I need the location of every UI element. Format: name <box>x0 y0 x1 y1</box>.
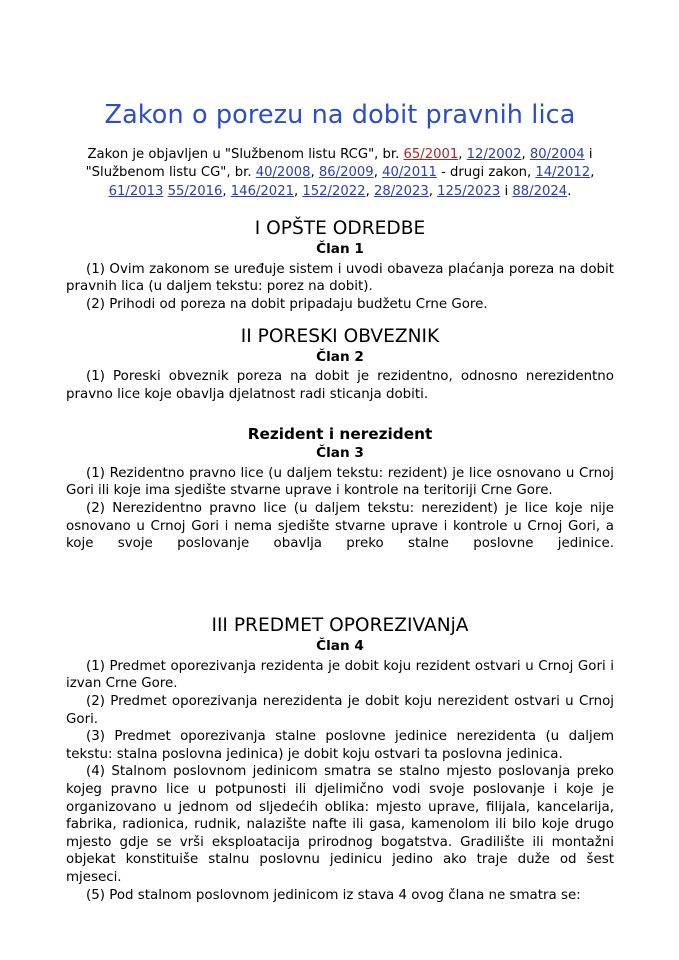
paragraph-2-1: (1) Poreski obveznik poreza na dobit je rezidentno, odnosno nerezidentno pravno lice koje obavlja djelatnost radi sticanja dobiti. <box>66 369 614 402</box>
article-heading-1: Član 1 <box>316 241 364 258</box>
publication-sep: , <box>373 165 383 181</box>
gazette-link-28-2023[interactable]: 28/2023 <box>373 183 429 199</box>
paragraph-3-1: (1) Rezidentno pravno lice (u daljem tekstu: rezident) je lice osnovano u Crnoj Gori ili koje ima sjedište stvarne uprave i kontrole na teritoriji Crne Gore. <box>66 465 614 499</box>
publication-sep: , <box>590 165 595 181</box>
gazette-link-61-2013[interactable]: 61/2013 <box>108 183 164 199</box>
publication-sep: , <box>521 146 530 162</box>
gazette-link-65-2001[interactable]: 65/2001 <box>403 146 459 162</box>
article-heading-3: Član 3 <box>316 445 364 462</box>
paragraph-4-1: (1) Predmet oporezivanja rezidenta je dobit koju rezident ostvari u Crnoj Gori i izvan Crne Gore. <box>66 658 614 692</box>
paragraph-4-3: (3) Predmet oporezivanja stalne poslovne jedinice nerezidenta (u daljem tekstu: stalna poslovna jedinica) je dobit koju ostvari ta poslovna jedinica. <box>66 729 614 762</box>
publication-sep: , <box>458 146 467 162</box>
publication-sep: , <box>428 183 438 199</box>
paragraph-4-5: (5) Pod stalnom poslovnom jedinicom iz stava 4 ovog člana ne smatra se: <box>86 887 581 903</box>
gazette-link-40-2008[interactable]: 40/2008 <box>255 165 311 181</box>
publication-sep: , <box>293 183 303 199</box>
publication-text: Zakon je objavljen u "Službenom listu RCG", br. <box>87 146 404 162</box>
paragraph-1-1: (1) Ovim zakonom se uređuje sistem i uvodi obaveza plaćanja poreza na dobit pravnih lica (u daljem tekstu: porez na dobit). <box>66 261 614 295</box>
document-content <box>66 0 614 904</box>
section-heading-iii: III PREDMET OPOREZIVANјA <box>211 615 469 637</box>
gazette-link-40-2011[interactable]: 40/2011 <box>382 165 437 181</box>
publication-note <box>66 130 614 202</box>
publication-text: - drugi zakon, <box>436 165 536 181</box>
gazette-link-86-2009[interactable]: 86/2009 <box>318 165 374 181</box>
gazette-link-80-2004[interactable]: 80/2004 <box>529 146 585 162</box>
gazette-link-146-2021[interactable]: 146/2021 <box>230 183 294 199</box>
gazette-link-55-2016[interactable]: 55/2016 <box>167 183 223 199</box>
page-title: Zakon o porezu na dobit pravnih lica <box>104 100 576 130</box>
publication-text: i <box>500 183 513 199</box>
paragraph-4-2: (2) Predmet oporezivanja nerezidenta je dobit koju nerezident ostvari u Crnoj Gori. <box>66 694 614 727</box>
gazette-link-12-2002[interactable]: 12/2002 <box>466 146 522 162</box>
publication-sep: , <box>222 183 231 199</box>
gazette-link-88-2024[interactable]: 88/2024 <box>512 183 568 199</box>
paragraph-1-2: (2) Prihodi od poreza na dobit pripadaju budžetu Crne Gore. <box>86 297 488 313</box>
publication-sep: , <box>365 183 374 199</box>
article-heading-4: Član 4 <box>316 638 364 655</box>
gazette-link-14-2012[interactable]: 14/2012 <box>535 165 591 181</box>
section-heading-ii: II PORESKI OBVEZNIK <box>240 325 440 347</box>
gazette-link-152-2022[interactable]: 152/2022 <box>302 183 366 199</box>
article-heading-2: Član 2 <box>316 348 364 365</box>
publication-sep: , <box>310 165 319 181</box>
gazette-link-125-2023[interactable]: 125/2023 <box>437 183 501 199</box>
subheading-rezident-i-nerezident: Rezident i nerezident <box>247 425 433 444</box>
publication-text: i "Službenom listu CG", br. <box>85 146 593 181</box>
publication-text: . <box>567 183 572 199</box>
paragraph-4-4: (4) Stalnom poslovnom jedinicom smatra se stalno mjesto poslovanja preko kojeg pravno lice u potpunosti ili djelimično vodi svoje poslovanje i koje je organizovano u jednom od sljedećih oblika: mjesto uprave, filijala, kancelarija, fabrika, radionica, rudnik, nalazište nafte ili gasa, kamenolom ili bilo koje drugo mjesto gdje se vrši eksploatacija prirodnog bogatstva. Gradilište ili montažni objekat konstituiše stalnu poslovnu jedinicu jedino ako traje duže od šest mjeseci. <box>66 764 614 885</box>
paragraph-3-2: (2) Nerezidentno pravno lice (u daljem tekstu: nerezident) je lice koje nije osnovano u Crnoj Gori i nema sjedište stvarne uprave i kontrole u Crnoj Gori, a koje svoje poslovanje obavlja preko stalne poslovne jedinice. <box>66 500 614 552</box>
section-heading-i: I OPŠTE ODREDBE <box>254 218 426 240</box>
